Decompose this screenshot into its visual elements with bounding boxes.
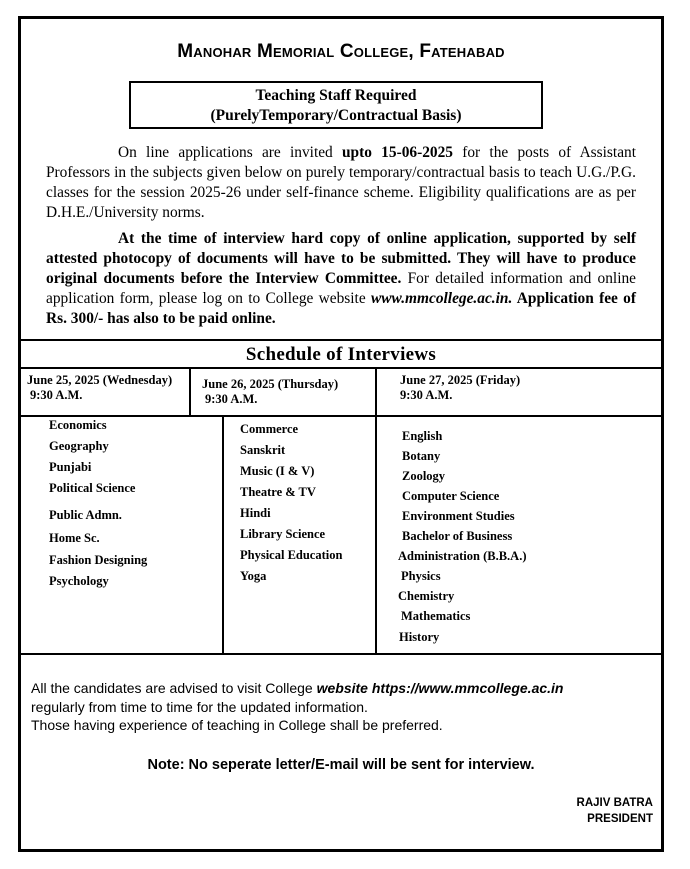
- subject-item: Music (I & V): [240, 464, 315, 478]
- signature: [577, 795, 653, 827]
- day3-time: 9:30 A.M.: [400, 388, 453, 402]
- subject-item: Bachelor of Business: [402, 529, 513, 543]
- website-link[interactable]: www.mmcollege.ac.in.: [370, 290, 513, 307]
- schedule-header-rule: [21, 415, 661, 417]
- subject-item: Zoology: [402, 469, 446, 483]
- subject-item: Computer Science: [402, 489, 500, 503]
- subject-item: Administration (B.B.A.): [398, 549, 527, 563]
- subject-item: Punjabi: [49, 460, 92, 474]
- day1-date: June 25, 2025 (Wednesday): [27, 373, 173, 387]
- schedule-title: Schedule of Interviews: [245, 344, 437, 365]
- interview-paragraph: [46, 229, 636, 329]
- subject-item: Commerce: [240, 422, 299, 436]
- column-divider-1: [189, 367, 191, 417]
- post-box-line1: Teaching Staff Required: [255, 87, 417, 104]
- intro-paragraph: [46, 143, 636, 223]
- last-date: upto 15-06-2025: [342, 144, 453, 161]
- documents-text: At the time of interview hard copy of online application, supported by self attested photocopy of documents will have to be submitted. They will have to produce original documents before the Interview Committee.: [46, 230, 636, 287]
- notice-frame: [18, 16, 664, 852]
- subject-item: Home Sc.: [49, 531, 100, 545]
- subject-item: Chemistry: [398, 589, 455, 603]
- website-url[interactable]: website https://www.mmcollege.ac.in: [316, 680, 564, 696]
- subject-item: Political Science: [49, 481, 136, 495]
- fee-text: Application fee of Rs. 300/- has also to be paid online.: [46, 290, 636, 327]
- indent: [46, 230, 118, 247]
- subject-item: Geography: [49, 439, 109, 453]
- note-line: Note: No seperate letter/E-mail will be sent for interview.: [147, 757, 535, 773]
- day2-header: [202, 377, 338, 407]
- signature-title: PRESIDENT: [587, 813, 653, 825]
- day2-date: June 26, 2025 (Thursday): [202, 377, 339, 391]
- website-intro-text: For detailed information and online application form, please log on to College website: [46, 270, 636, 307]
- post-box: [129, 81, 543, 129]
- subject-item: Hindi: [240, 506, 271, 520]
- day1-time: 9:30 A.M.: [30, 388, 83, 402]
- subject-item: Theatre & TV: [240, 485, 316, 499]
- subject-divider-2: [375, 415, 377, 653]
- subject-item: English: [402, 429, 443, 443]
- subject-item: Economics: [49, 418, 107, 432]
- subject-item: History: [399, 630, 440, 644]
- subject-item: Environment Studies: [402, 509, 515, 523]
- subject-item: Physical Education: [240, 548, 343, 562]
- schedule-title-rule: [21, 367, 661, 369]
- post-box-line2: (PurelyTemporary/Contractual Basis): [210, 107, 462, 124]
- subject-item: Mathematics: [401, 609, 471, 623]
- day3-header: [400, 373, 520, 403]
- advice-line-2: regularly from time to time for the updated information.: [31, 699, 368, 715]
- subject-item: Psychology: [49, 574, 109, 588]
- subject-item: Yoga: [240, 569, 267, 583]
- subject-divider-1: [222, 415, 224, 653]
- schedule-bottom-rule: [21, 653, 661, 655]
- column-divider-2: [375, 367, 377, 417]
- day3-date: June 27, 2025 (Friday): [400, 373, 521, 387]
- subject-item: Botany: [402, 449, 441, 463]
- subject-item: Physics: [401, 569, 441, 583]
- subject-item: Public Admn.: [49, 508, 122, 522]
- preference-line: Those having experience of teaching in College shall be preferred.: [31, 717, 443, 733]
- indent: [46, 144, 118, 161]
- schedule-top-rule: [21, 339, 661, 341]
- intro-text-b: for the posts of Assistant Professors in the subjects given below on purely temporary/contractual basis to teach U.G./P.G. classes for the session 2025-26 under self-finance scheme. Eligibility qualifications are as per D.H.E./University norms.: [46, 144, 637, 221]
- subject-item: Sanskrit: [240, 443, 286, 457]
- advice-text: All the candidates are advised to visit College: [31, 680, 317, 696]
- subject-item: Library Science: [240, 527, 326, 541]
- day2-time: 9:30 A.M.: [205, 392, 258, 406]
- college-title: Manohar Memorial College, Fatehabad: [177, 41, 505, 62]
- advice-line-1: [31, 680, 563, 697]
- subject-item: Fashion Designing: [49, 553, 148, 567]
- intro-text-a: On line applications are invited: [118, 144, 342, 161]
- signature-name: RAJIV BATRA: [576, 797, 653, 809]
- day1-header: [27, 373, 172, 403]
